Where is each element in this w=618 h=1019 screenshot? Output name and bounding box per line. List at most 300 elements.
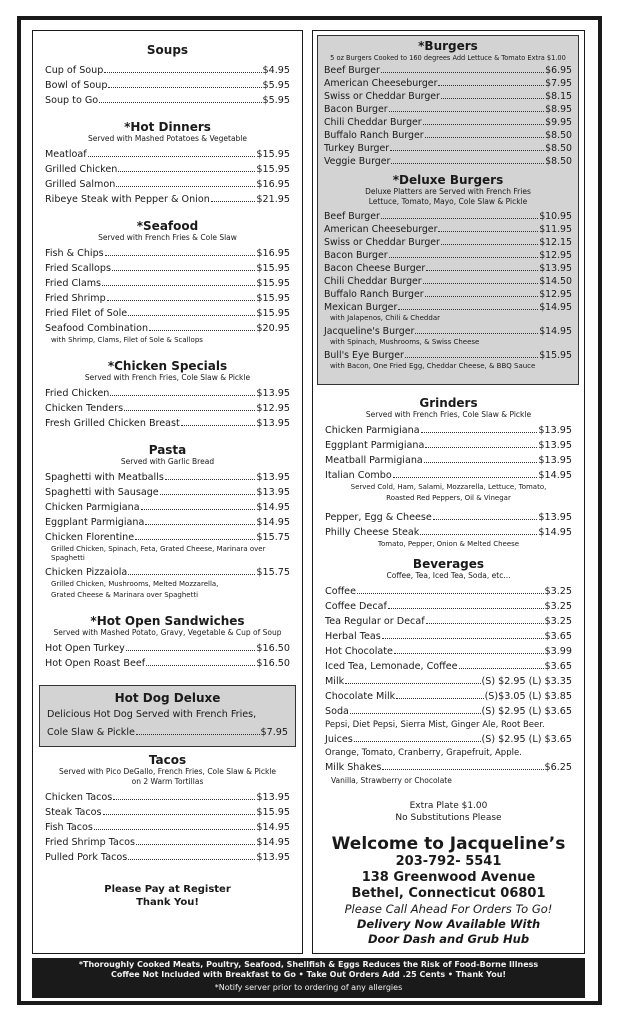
item-name: Soda (325, 706, 349, 717)
item-name: Buffalo Ranch Burger (324, 130, 424, 141)
item-name: Steak Tacos (45, 807, 102, 818)
menu-item (318, 142, 578, 155)
item-price: $8.50 (545, 143, 572, 154)
menu-item (318, 325, 578, 338)
item-name: Herbal Teas (325, 631, 381, 642)
section-chicken-specials (33, 359, 302, 431)
leader-dots (405, 357, 538, 358)
leader-dots (381, 218, 538, 219)
section-deluxe-burgers (318, 173, 578, 371)
item-price: $5.95 (262, 80, 290, 91)
section-title: *Hot Open Sandwiches (90, 614, 245, 628)
menu-item (318, 103, 578, 116)
menu-item (313, 453, 584, 468)
leader-dots (390, 150, 544, 151)
item-price: $16.50 (256, 643, 290, 654)
menu-item (318, 155, 578, 168)
item-name: Philly Cheese Steak (325, 527, 420, 538)
leader-dots (388, 608, 544, 609)
item-price: $10.95 (539, 211, 572, 222)
item-price: (S) $2.95 (L) $3.65 (481, 706, 572, 717)
menu-item (33, 641, 302, 656)
menu-item (318, 275, 578, 288)
item-name: Italian Combo (325, 470, 392, 481)
leader-dots (211, 201, 256, 202)
item-name: Beef Burger (324, 211, 380, 222)
item-name: Milk (325, 676, 345, 687)
item-description: Tomato, Pepper, Onion & Melted Cheese (377, 540, 520, 548)
menu-item (33, 78, 302, 93)
menu-item (33, 147, 302, 162)
item-price: $6.95 (545, 65, 572, 76)
item-name: Meatloaf (45, 149, 87, 160)
leader-dots (420, 534, 537, 535)
item-price: $3.25 (544, 616, 572, 627)
item-price: $15.75 (256, 567, 290, 578)
menu-item (33, 470, 302, 485)
item-name: Swiss or Cheddar Burger (324, 91, 440, 102)
item-price: $15.95 (256, 308, 290, 319)
section-pasta (33, 443, 302, 600)
leader-dots (357, 593, 544, 594)
leader-dots (165, 479, 256, 480)
item-name: Cole Slaw & Pickle (47, 727, 135, 738)
item-name: Chicken Parmigiana (45, 502, 140, 513)
item-price: $14.50 (539, 276, 572, 287)
menu-item (33, 63, 302, 78)
item-name: Juices (325, 734, 353, 745)
item-description: Pepsi, Diet Pepsi, Sierra Mist, Ginger Ale, Root Beer. (325, 720, 545, 730)
item-name: Swiss or Cheddar Burger (324, 237, 440, 248)
section-grinders (313, 396, 584, 549)
item-name: Fresh Grilled Chicken Breast (45, 418, 180, 429)
item-name: Tea Regular or Decaf (325, 616, 425, 627)
leader-dots (128, 859, 255, 860)
item-price: $14.95 (256, 822, 290, 833)
menu-item (313, 510, 584, 525)
section-subtitle: Deluxe Platters are Served with French Fries (365, 187, 531, 196)
leader-dots (441, 244, 538, 245)
menu-item (33, 276, 302, 291)
leader-dots (136, 844, 255, 845)
item-name: Beef Burger (324, 65, 380, 76)
section-subtitle: Served with Garlic Bread (120, 457, 215, 466)
item-price: $7.95 (260, 727, 288, 738)
item-description: with Bacon, One Fried Egg, Cheddar Cheese, & BBQ Sauce (330, 362, 536, 370)
leader-dots (149, 330, 255, 331)
item-name: Soup to Go (45, 95, 99, 106)
item-name: Bowl of Soup (45, 80, 108, 91)
item-name: Chicken Parmigiana (325, 425, 420, 436)
section-title: *Hot Dinners (124, 120, 211, 134)
item-name: Chicken Pizzaiola (45, 567, 128, 578)
leader-dots (88, 156, 256, 157)
item-price: $8.50 (545, 130, 572, 141)
section-title: Tacos (148, 753, 187, 767)
section-hot-open-sandwiches (33, 614, 302, 671)
menu-item (313, 732, 584, 747)
item-name: Bacon Cheese Burger (324, 263, 426, 274)
section-hot-dinners (33, 120, 302, 207)
item-description: with Shrimp, Clams, Filet of Sole & Scallops (51, 336, 203, 344)
item-price: $21.95 (256, 194, 290, 205)
section-soups (33, 43, 302, 108)
section-subtitle: Coffee, Tea, Iced Tea, Soda, etc... (386, 571, 511, 580)
leader-dots (433, 519, 538, 520)
item-price: $14.95 (539, 326, 572, 337)
pay-at-register-note: Please Pay at Register (104, 884, 231, 895)
item-description: with Spinach, Mushrooms, & Swiss Cheese (330, 338, 480, 346)
item-price: $13.95 (256, 388, 290, 399)
menu-item (318, 77, 578, 90)
section-title: *Seafood (136, 219, 199, 233)
leader-dots (116, 186, 255, 187)
leader-dots (425, 447, 537, 448)
section-title: Pasta (148, 443, 187, 457)
item-name: Ribeye Steak with Pepper & Onion (45, 194, 210, 205)
item-price: $3.25 (544, 601, 572, 612)
leader-dots (102, 285, 255, 286)
menu-item (33, 401, 302, 416)
menu-item (33, 790, 302, 805)
menu-item (318, 223, 578, 236)
item-price: $13.95 (538, 512, 572, 523)
menu-item (33, 93, 302, 108)
leader-dots (135, 539, 255, 540)
delivery-note: Delivery Now Available With (356, 917, 541, 931)
item-price: $8.15 (545, 91, 572, 102)
leader-dots (394, 653, 544, 654)
menu-item (33, 321, 302, 336)
leader-dots (104, 72, 261, 73)
item-price: $15.95 (256, 807, 290, 818)
menu-item (33, 177, 302, 192)
item-price: $14.95 (539, 302, 572, 313)
leader-dots (110, 395, 255, 396)
leader-dots (146, 665, 255, 666)
section-subtitle-2: Lettuce, Tomato, Mayo, Cole Slaw & Pickle (368, 197, 528, 206)
item-name: Grilled Salmon (45, 179, 116, 190)
menu-item (313, 760, 584, 775)
section-title: Soups (146, 43, 189, 57)
delivery-services: Door Dash and Grub Hub (367, 932, 530, 946)
item-description: Orange, Tomato, Cranberry, Grapefruit, Apple. (325, 748, 522, 758)
item-name: Fried Clams (45, 278, 102, 289)
leader-dots (441, 98, 544, 99)
leader-dots (389, 111, 545, 112)
menu-item (318, 262, 578, 275)
item-name: Fried Shrimp (45, 293, 106, 304)
leader-dots (426, 623, 544, 624)
leader-dots (128, 315, 255, 316)
item-name: Milk Shakes (325, 762, 382, 773)
menu-item (33, 485, 302, 500)
item-price: $12.15 (539, 237, 572, 248)
item-price: $15.95 (539, 350, 572, 361)
item-price: $5.95 (262, 95, 290, 106)
call-ahead-note: Please Call Ahead For Orders To Go! (344, 902, 553, 916)
item-price: (S) $2.95 (L) $3.65 (481, 734, 572, 745)
item-name: Fried Chicken (45, 388, 110, 399)
item-name: Chicken Tenders (45, 403, 124, 414)
leader-dots (396, 698, 483, 699)
menu-item (313, 599, 584, 614)
menu-item (318, 349, 578, 362)
menu-item (33, 530, 302, 545)
menu-item (33, 162, 302, 177)
item-name: Eggplant Parmigiana (325, 440, 425, 451)
menu-item (313, 689, 584, 704)
leader-dots (424, 462, 538, 463)
section-tacos (33, 753, 302, 865)
item-price: $15.95 (256, 263, 290, 274)
item-price: $13.95 (256, 487, 290, 498)
leader-dots (425, 137, 545, 138)
hot-dog-deluxe-box (39, 685, 296, 747)
item-price: $16.50 (256, 658, 290, 669)
item-description: Vanilla, Strawberry or Chocolate (331, 776, 452, 785)
leader-dots (354, 741, 481, 742)
item-name: Pulled Pork Tacos (45, 852, 128, 863)
item-price: $12.95 (539, 250, 572, 261)
leader-dots (459, 668, 544, 669)
menu-item (318, 116, 578, 129)
thank-you-note: Thank You! (136, 897, 199, 908)
item-name: Meatball Parmigiana (325, 455, 423, 466)
section-subtitle: Served with Mashed Potatoes & Vegetable (87, 134, 248, 143)
takeout-note: Coffee Not Included with Breakfast to Go • Take Out Orders Add .25 Cents • Thank You! (110, 970, 507, 979)
menu-item (33, 850, 302, 865)
leader-dots (136, 734, 260, 735)
extra-plate-note: Extra Plate $1.00 (409, 801, 488, 811)
item-name: Grilled Chicken (45, 164, 118, 175)
item-price: $16.95 (256, 179, 290, 190)
menu-item (33, 261, 302, 276)
leader-dots (421, 432, 538, 433)
leader-dots (181, 425, 256, 426)
menu-item (318, 210, 578, 223)
footer-disclaimer (32, 958, 585, 998)
menu-item (318, 90, 578, 103)
item-price: $16.95 (256, 248, 290, 259)
item-name: Hot Open Turkey (45, 643, 125, 654)
menu-item (33, 386, 302, 401)
item-price: $4.95 (262, 65, 290, 76)
item-price: $14.95 (256, 502, 290, 513)
menu-item (33, 565, 302, 580)
leader-dots (389, 257, 539, 258)
menu-item (33, 805, 302, 820)
menu-item (313, 525, 584, 540)
leader-dots (381, 72, 544, 73)
leader-dots (438, 231, 538, 232)
menu-item (33, 500, 302, 515)
leader-dots (425, 296, 539, 297)
item-name: Chicken Florentine (45, 532, 135, 543)
menu-item (33, 306, 302, 321)
menu-item (318, 301, 578, 314)
leader-dots (103, 814, 256, 815)
leader-dots (126, 650, 256, 651)
section-subtitle: Served with Pico DeGallo, French Fries, Cole Slaw & Pickle (58, 767, 277, 776)
item-name: Jacqueline's Burger (324, 326, 415, 337)
leader-dots (118, 171, 255, 172)
item-name: American Cheeseburger (324, 224, 438, 235)
leader-dots (423, 283, 539, 284)
menu-item (318, 249, 578, 262)
menu-item (313, 423, 584, 438)
item-name: Fried Scallops (45, 263, 112, 274)
item-price: $14.95 (256, 837, 290, 848)
item-name: Spaghetti with Sausage (45, 487, 159, 498)
item-price: $3.25 (544, 586, 572, 597)
section-title: Beverages (412, 557, 485, 571)
item-name: Cup of Soup (45, 65, 104, 76)
item-description: Roasted Red Peppers, Oil & Vinegar (386, 494, 511, 502)
menu-item (313, 629, 584, 644)
leader-dots (99, 102, 261, 103)
left-column (32, 30, 303, 954)
item-price: $3.65 (544, 631, 572, 642)
menu-item (313, 438, 584, 453)
leader-dots (398, 309, 538, 310)
item-price: $9.95 (545, 117, 572, 128)
item-name: Chili Cheddar Burger (324, 117, 422, 128)
item-price: $15.95 (256, 149, 290, 160)
leader-dots (350, 713, 481, 714)
menu-item (33, 291, 302, 306)
item-price: $15.95 (256, 164, 290, 175)
menu-item (318, 64, 578, 77)
item-description: Grated Cheese & Marinara over Spaghetti (51, 591, 199, 599)
item-price: $12.95 (539, 289, 572, 300)
menu-item (33, 246, 302, 261)
item-name: Fried Filet of Sole (45, 308, 128, 319)
item-price: $12.95 (256, 403, 290, 414)
no-substitutions-note: No Substitutions Please (395, 813, 502, 823)
section-seafood (33, 219, 302, 345)
menu-item (318, 288, 578, 301)
item-name: Iced Tea, Lemonade, Coffee (325, 661, 458, 672)
item-price: $15.75 (256, 532, 290, 543)
item-description: Grilled Chicken, Mushrooms, Melted Mozzarella, (51, 580, 219, 588)
menu-item (313, 644, 584, 659)
leader-dots (105, 255, 256, 256)
item-name: Bacon Burger (324, 104, 388, 115)
menu-item (33, 416, 302, 431)
city-address: Bethel, Connecticut 06801 (351, 886, 546, 901)
item-price: $13.95 (256, 472, 290, 483)
item-price: $13.95 (539, 263, 572, 274)
item-price: $14.95 (538, 527, 572, 538)
burgers-box (317, 35, 579, 385)
item-description: with Jalapenos, Chili & Cheddar (330, 314, 440, 322)
leader-dots (423, 124, 545, 125)
leader-dots (391, 163, 544, 164)
leader-dots (145, 524, 255, 525)
leader-dots (141, 509, 256, 510)
item-name: Turkey Burger (324, 143, 390, 154)
item-name: Fried Shrimp Tacos (45, 837, 136, 848)
leader-dots (426, 270, 538, 271)
menu-item (313, 659, 584, 674)
item-description: Grilled Chicken, Spinach, Feta, Grated Cheese, Marinara over Spaghetti (51, 545, 266, 562)
item-description: Served Cold, Ham, Salami, Mozzarella, Lettuce, Tomato, (350, 483, 547, 491)
item-price: $8.50 (545, 156, 572, 167)
item-price: $13.95 (538, 455, 572, 466)
menu-item (33, 835, 302, 850)
item-name: Hot Open Roast Beef (45, 658, 146, 669)
item-price: $3.65 (544, 661, 572, 672)
menu-item (33, 515, 302, 530)
item-name: Fish & Chips (45, 248, 104, 259)
item-name: Seafood Combination (45, 323, 149, 334)
section-subtitle-2: on 2 Warm Tortillas (131, 777, 204, 786)
allergy-note: *Notify server prior to ordering of any allergies (214, 983, 403, 992)
item-name: Spaghetti with Meatballs (45, 472, 164, 483)
menu-item (313, 704, 584, 719)
item-name: American Cheeseburger (324, 78, 438, 89)
item-name: Coffee Decaf (325, 601, 387, 612)
section-subtitle: Served with French Fries, Cole Slaw & Pickle (365, 410, 532, 419)
item-price: $7.95 (545, 78, 572, 89)
menu-item (33, 656, 302, 671)
section-title: Grinders (419, 396, 478, 410)
menu-item (33, 820, 302, 835)
section-title: *Burgers (418, 39, 478, 53)
section-subtitle: Served with French Fries, Cole Slaw & Pickle (84, 373, 251, 382)
item-name: Hot Chocolate (325, 646, 393, 657)
item-price: $13.95 (538, 425, 572, 436)
item-name: Mexican Burger (324, 302, 398, 313)
menu-item (33, 192, 302, 207)
section-subtitle: Served with Mashed Potato, Gravy, Vegetable & Cup of Soup (53, 628, 282, 637)
item-name: Coffee (325, 586, 356, 597)
item-name: Veggie Burger (324, 156, 391, 167)
item-name: Buffalo Ranch Burger (324, 289, 424, 300)
item-name: Bull's Eye Burger (324, 350, 404, 361)
section-title: *Chicken Specials (107, 359, 228, 373)
welcome-heading: Welcome to Jacqueline’s (331, 834, 566, 854)
item-price: $13.95 (538, 440, 572, 451)
item-price: $11.95 (539, 224, 572, 235)
street-address: 138 Greenwood Avenue (361, 870, 536, 885)
leader-dots (113, 799, 255, 800)
section-burgers (318, 39, 578, 168)
menu-item (318, 236, 578, 249)
item-name: Pepper, Egg & Cheese (325, 512, 432, 523)
item-name: Eggplant Parmigiana (45, 517, 145, 528)
item-price: $15.95 (256, 278, 290, 289)
menu-item (40, 724, 295, 742)
section-subtitle: Served with French Fries & Cole Slaw (98, 233, 237, 242)
menu-frame (17, 16, 602, 1005)
leader-dots (415, 333, 538, 334)
item-price: $13.95 (256, 852, 290, 863)
leader-dots (438, 85, 544, 86)
section-beverages (313, 557, 584, 786)
item-price: $14.95 (256, 517, 290, 528)
leader-dots (124, 410, 255, 411)
menu-item (313, 468, 584, 483)
item-price: (S) $2.95 (L) $3.35 (481, 676, 572, 687)
item-name: Chicken Tacos (45, 792, 113, 803)
item-price: $8.95 (545, 104, 572, 115)
item-price: $14.95 (538, 470, 572, 481)
leader-dots (128, 574, 255, 575)
item-price: (S)$3.05 (L) $3.85 (484, 691, 572, 702)
leader-dots (112, 270, 255, 271)
